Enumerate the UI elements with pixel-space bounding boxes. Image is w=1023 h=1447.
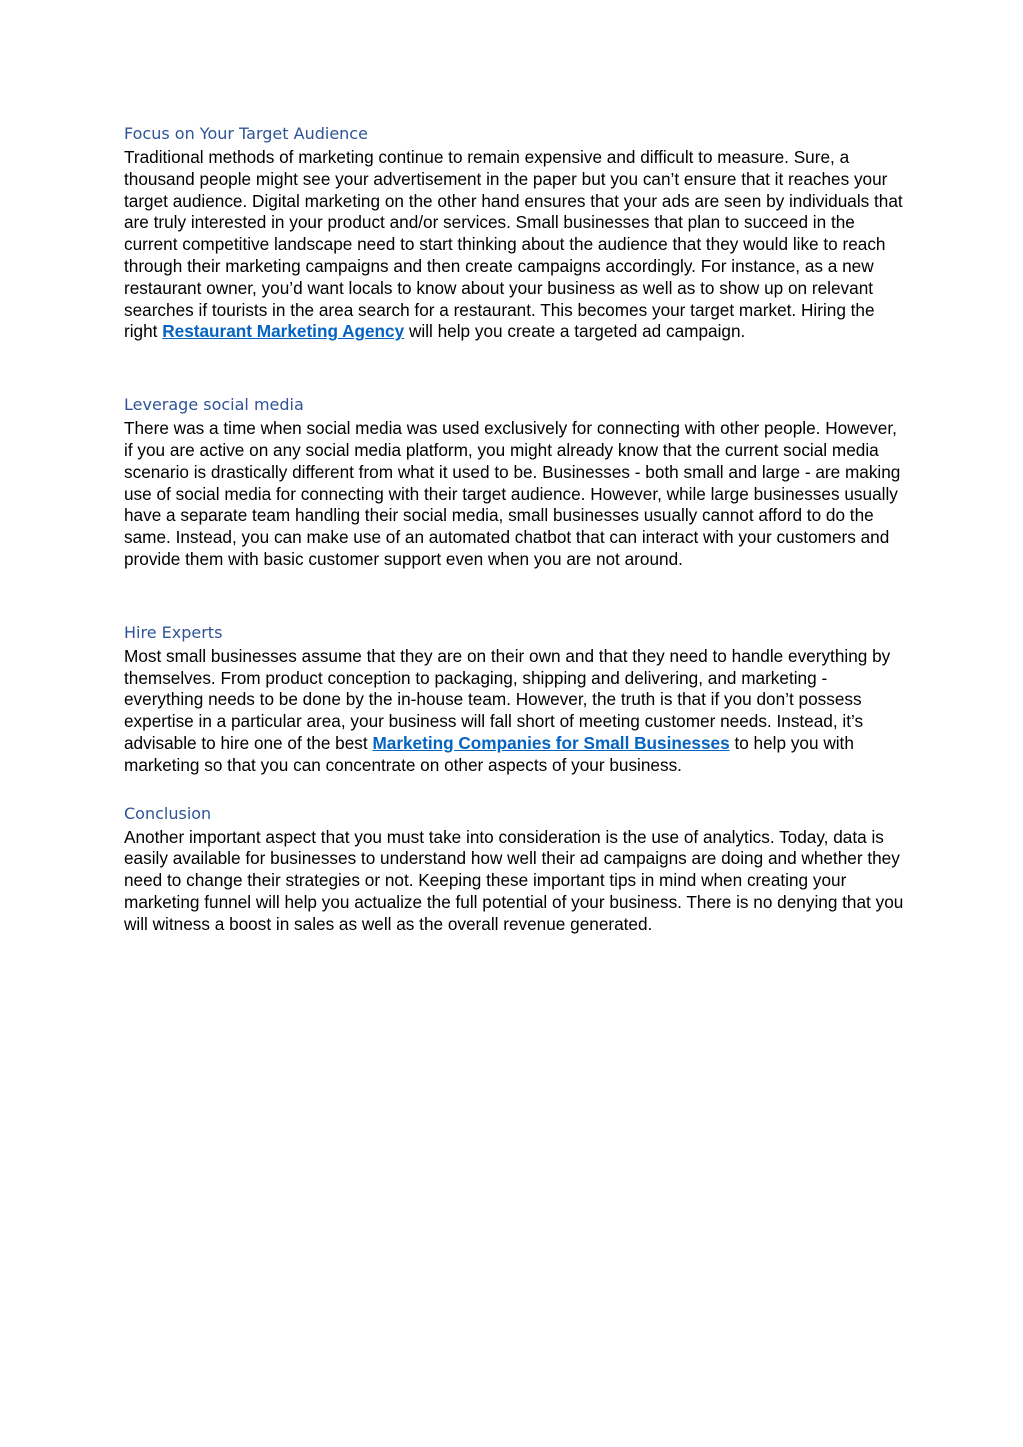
section-social-media xyxy=(124,394,906,571)
paragraph-text: to help you with marketing so that you can concentrate on other aspects of your business. xyxy=(124,732,854,775)
section-paragraph xyxy=(124,147,906,343)
paragraph-text: Most small businesses assume that they are on their own and that they need to handle everything by themselves. From product conception to packaging, shipping and delivering, and marketing - everything needs to be done by the in-house team. However, the truth is that if you don’t possess expertise in a particular area, your business will fall short of meeting customer needs. Instead, it’s advisable to hire one of the best xyxy=(124,645,891,753)
document-body xyxy=(124,123,906,936)
paragraph-text: Traditional methods of marketing continue to remain expensive and difficult to measure. Sure, a thousand people might see your advertisement in the paper but you can’t ensure that it reaches your target audience. Digital marketing on the other hand ensures that your ads are seen by individuals that are truly interested in your product and/or services. Small businesses that plan to succeed in the current competitive landscape need to start thinking about the audience that they would like to reach through their marketing campaigns and then create campaigns accordingly. For instance, as a new restaurant owner, you’d want locals to know about your business as well as to show up on relevant searches if tourists in the area search for a restaurant. This becomes your target market. Hiring the right xyxy=(124,147,903,342)
paragraph-text: will help you create a targeted ad campaign. xyxy=(404,321,746,342)
section-heading: Hire Experts xyxy=(124,622,223,642)
section-target-audience xyxy=(124,123,906,343)
section-paragraph: There was a time when social media was used exclusively for connecting with other people. However, if you are active on any social media platform, you might already know that the current social media scenario is drastically different from what it used to be. Businesses - both small and large - are making use of social media for connecting with their target audience. However, while large businesses usually have a separate team handling their social media, small businesses usually cannot afford to do the same. Instead, you can make use of an automated chatbot that can interact with your customers and provide them with basic customer support even when you are not around. xyxy=(124,418,901,569)
section-paragraph xyxy=(124,646,906,777)
section-heading: Focus on Your Target Audience xyxy=(124,124,368,143)
section-heading: Conclusion xyxy=(124,803,212,823)
marketing-companies-link[interactable]: Marketing Companies for Small Businesses xyxy=(372,732,730,753)
section-conclusion xyxy=(124,803,906,936)
restaurant-marketing-agency-link[interactable]: Restaurant Marketing Agency xyxy=(162,321,405,342)
section-heading: Leverage social media xyxy=(124,395,304,415)
section-paragraph: Another important aspect that you must take into consideration is the use of analytics. Today, data is easily available for businesses to understand how well their ad campaigns are doing and whether they need to change their strategies or not. Keeping these important tips in mind when creating your marketing funnel will help you actualize the full potential of your business. There is no denying that you will witness a boost in sales as well as the overall revenue generated. xyxy=(124,826,904,934)
section-hire-experts xyxy=(124,622,906,777)
